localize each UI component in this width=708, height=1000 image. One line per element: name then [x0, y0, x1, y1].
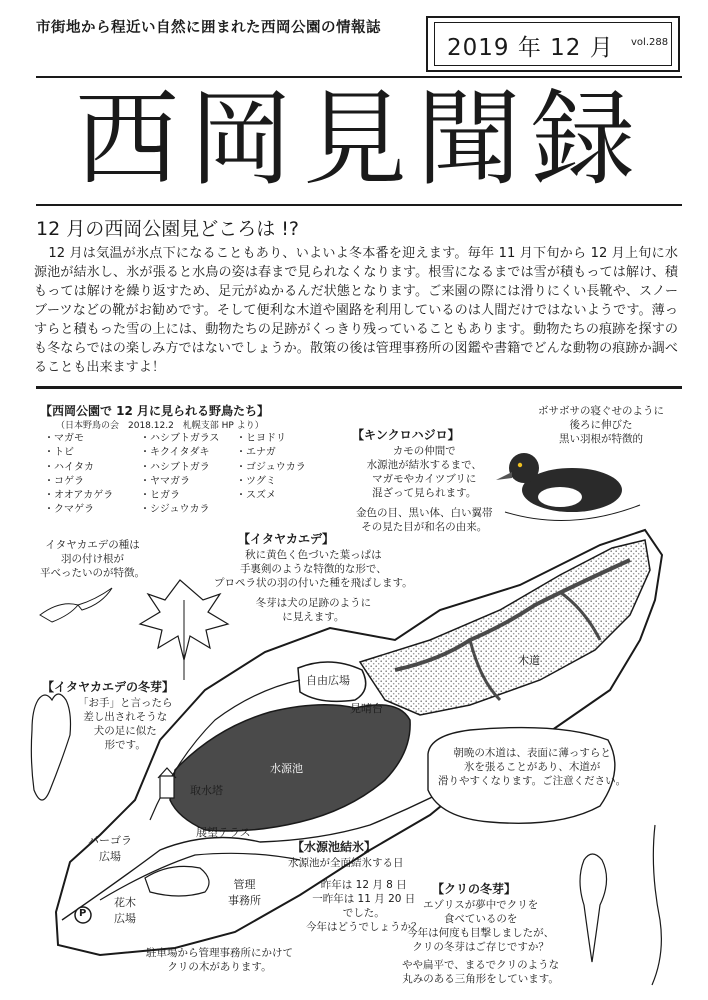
itaya-title: 【イタヤカエデ】 — [238, 532, 335, 546]
chestnut-bud-title: 【クリの冬芽】 — [432, 882, 517, 896]
map-label-boardwalk: 木道 — [518, 654, 540, 667]
parking-label: P — [79, 908, 87, 919]
chestnut-location-note: 駐車場から管理事務所にかけて クリの木があります。 — [146, 947, 293, 973]
bird-item: ・エナガ — [236, 447, 276, 459]
kinkuro-title: 【キンクロハジロ】 — [352, 428, 460, 442]
bird-list-title: 【西岡公園で 12 月に見られる野鳥たち】 — [40, 404, 270, 418]
bird-list-column-3 — [236, 432, 306, 503]
boardwalk-warning-text: 朝晩の木道は、表面に薄っすらと 氷を張ることがあり、木道が 滑りやすくなります。ご注意ください。 — [438, 747, 627, 787]
map-label-pergola: パーゴラ 広場 — [88, 834, 132, 863]
map-label-terrace: 展望テラス — [196, 826, 251, 839]
map-label-flower-plaza: 花木 広場 — [114, 896, 136, 925]
bird-item: ・キクイタダキ — [140, 447, 210, 459]
maple-seed-note: イタヤカエデの種は 羽の付け根が 平べったいのが特徴。 — [40, 539, 145, 579]
article-headline: 12 月の西岡公園見どころは !? — [36, 218, 299, 240]
duck-feather-note: ボサボサの寝ぐせのように 後ろに伸びた 黒い羽根が特徴的 — [538, 405, 664, 445]
itaya-bud-text: 「お手」と言ったら 差し出されそうな 犬の足に似た 形です。 — [78, 697, 173, 751]
bird-item: ・クマゲラ — [44, 504, 94, 516]
map-label-free-plaza: 自由広場 — [306, 674, 350, 687]
map-label-office: 管理 事務所 — [228, 878, 261, 907]
bird-item: ・ハイタカ — [44, 461, 94, 473]
bird-item: ・マガモ — [44, 433, 84, 444]
issue-date: 2019 年 12 月 — [447, 35, 614, 61]
bird-list-column-2 — [140, 432, 219, 518]
bird-item: ・ヤマガラ — [140, 475, 190, 487]
bird-item: ・ゴジュウカラ — [236, 461, 306, 473]
intake-tower-icon — [160, 776, 174, 798]
maple-bud-icon — [31, 694, 70, 800]
bird-list-source: （日本野鳥の会 2018.12.2 札幌支部 HP より） — [56, 421, 264, 431]
bird-item: ・シジュウカラ — [140, 504, 210, 516]
bird-list-column-1 — [44, 432, 113, 518]
article-body: 12 月は気温が氷点下になることもあり、いよいよ冬本番を迎えます。毎年 11 月下旬から 12 月上旬に水源池が結氷し、氷が張ると水鳥の姿は春まで見られなくなります。根雪になるまでは雪が積もっては解け、積もっては解けを繰り返すため、足元がぬかるんだ状態となります。ご来園の際には滑りにくい長靴や、スノーブーツなどの靴がお勧めです。そして便利な木道や園路を利用しているのは人間だけではないようです。薄っすらと積もった雪の上には、動物たちの足跡がくっきり残っていることもあります。動物たちの痕跡を探すのも冬ならではの楽しみ方ではないでしょうか。散策の後は管理事務所の図鑑や書籍でどんな動物の痕跡か調べることも出来ますよ！ — [34, 246, 678, 375]
map-label-lookout: 見晴台 — [350, 702, 383, 715]
pond-freeze-title: 【水源池結氷】 — [292, 840, 377, 854]
masthead-title: 西岡見聞録 — [74, 78, 645, 200]
maple-seed-icon — [40, 604, 78, 622]
pond-freeze-text: 昨年は 12 月 8 日 一昨年は 11 月 20 日 でした。 今年はどうでしょうか？ — [306, 879, 422, 933]
bird-item: ・ハシブトガラ — [140, 461, 210, 473]
bird-item: ・ヒガラ — [140, 490, 180, 502]
tagline: 市街地から程近い自然に囲まれた西岡公園の情報誌 — [36, 20, 381, 36]
bird-item: ・コゲラ — [44, 475, 84, 487]
bird-item: ・スズメ — [236, 490, 276, 502]
duck-head — [509, 453, 539, 483]
itaya-text: 秋に黄色く色づいた葉っぱは 手裏剣のような特徴的な形で、 プロペラ状の羽の付いた種を飛ばします。 冬芽は犬の足跡のように に見えます。 — [214, 549, 413, 623]
issue-volume: vol.288 — [631, 37, 669, 48]
bird-item: ・ヒヨドリ — [236, 433, 286, 444]
bird-item: ・ハシブトガラス — [140, 433, 220, 444]
bird-item: ・トビ — [44, 447, 74, 459]
itaya-bud-title: 【イタヤカエデの冬芽】 — [42, 680, 175, 694]
bird-item: ・ツグミ — [236, 475, 276, 487]
bird-item: ・オオアカゲラ — [44, 490, 114, 502]
pond-freeze-subtitle: 水源池が全面結氷する日 — [288, 857, 404, 869]
map-label-pond: 水源池 — [270, 762, 303, 775]
map-label-intake-tower: 取水塔 — [190, 784, 223, 797]
chestnut-bud-text: エゾリスが夢中でクリを 食べているのを 今年は何度も目撃しましたが、 クリの冬芽はご存じですか？ やや扁平で、まるでクリのような 丸みのある三角形をしています。 — [402, 899, 560, 985]
chestnut-bud-icon — [580, 854, 607, 962]
kinkuro-text: カモの仲間で 水源池が結氷するまで、 マガモやカイツブリに 混ざって見られます。 金色の目、黒い体、白い翼帯 その見た目が和名の由来。 — [356, 445, 493, 533]
